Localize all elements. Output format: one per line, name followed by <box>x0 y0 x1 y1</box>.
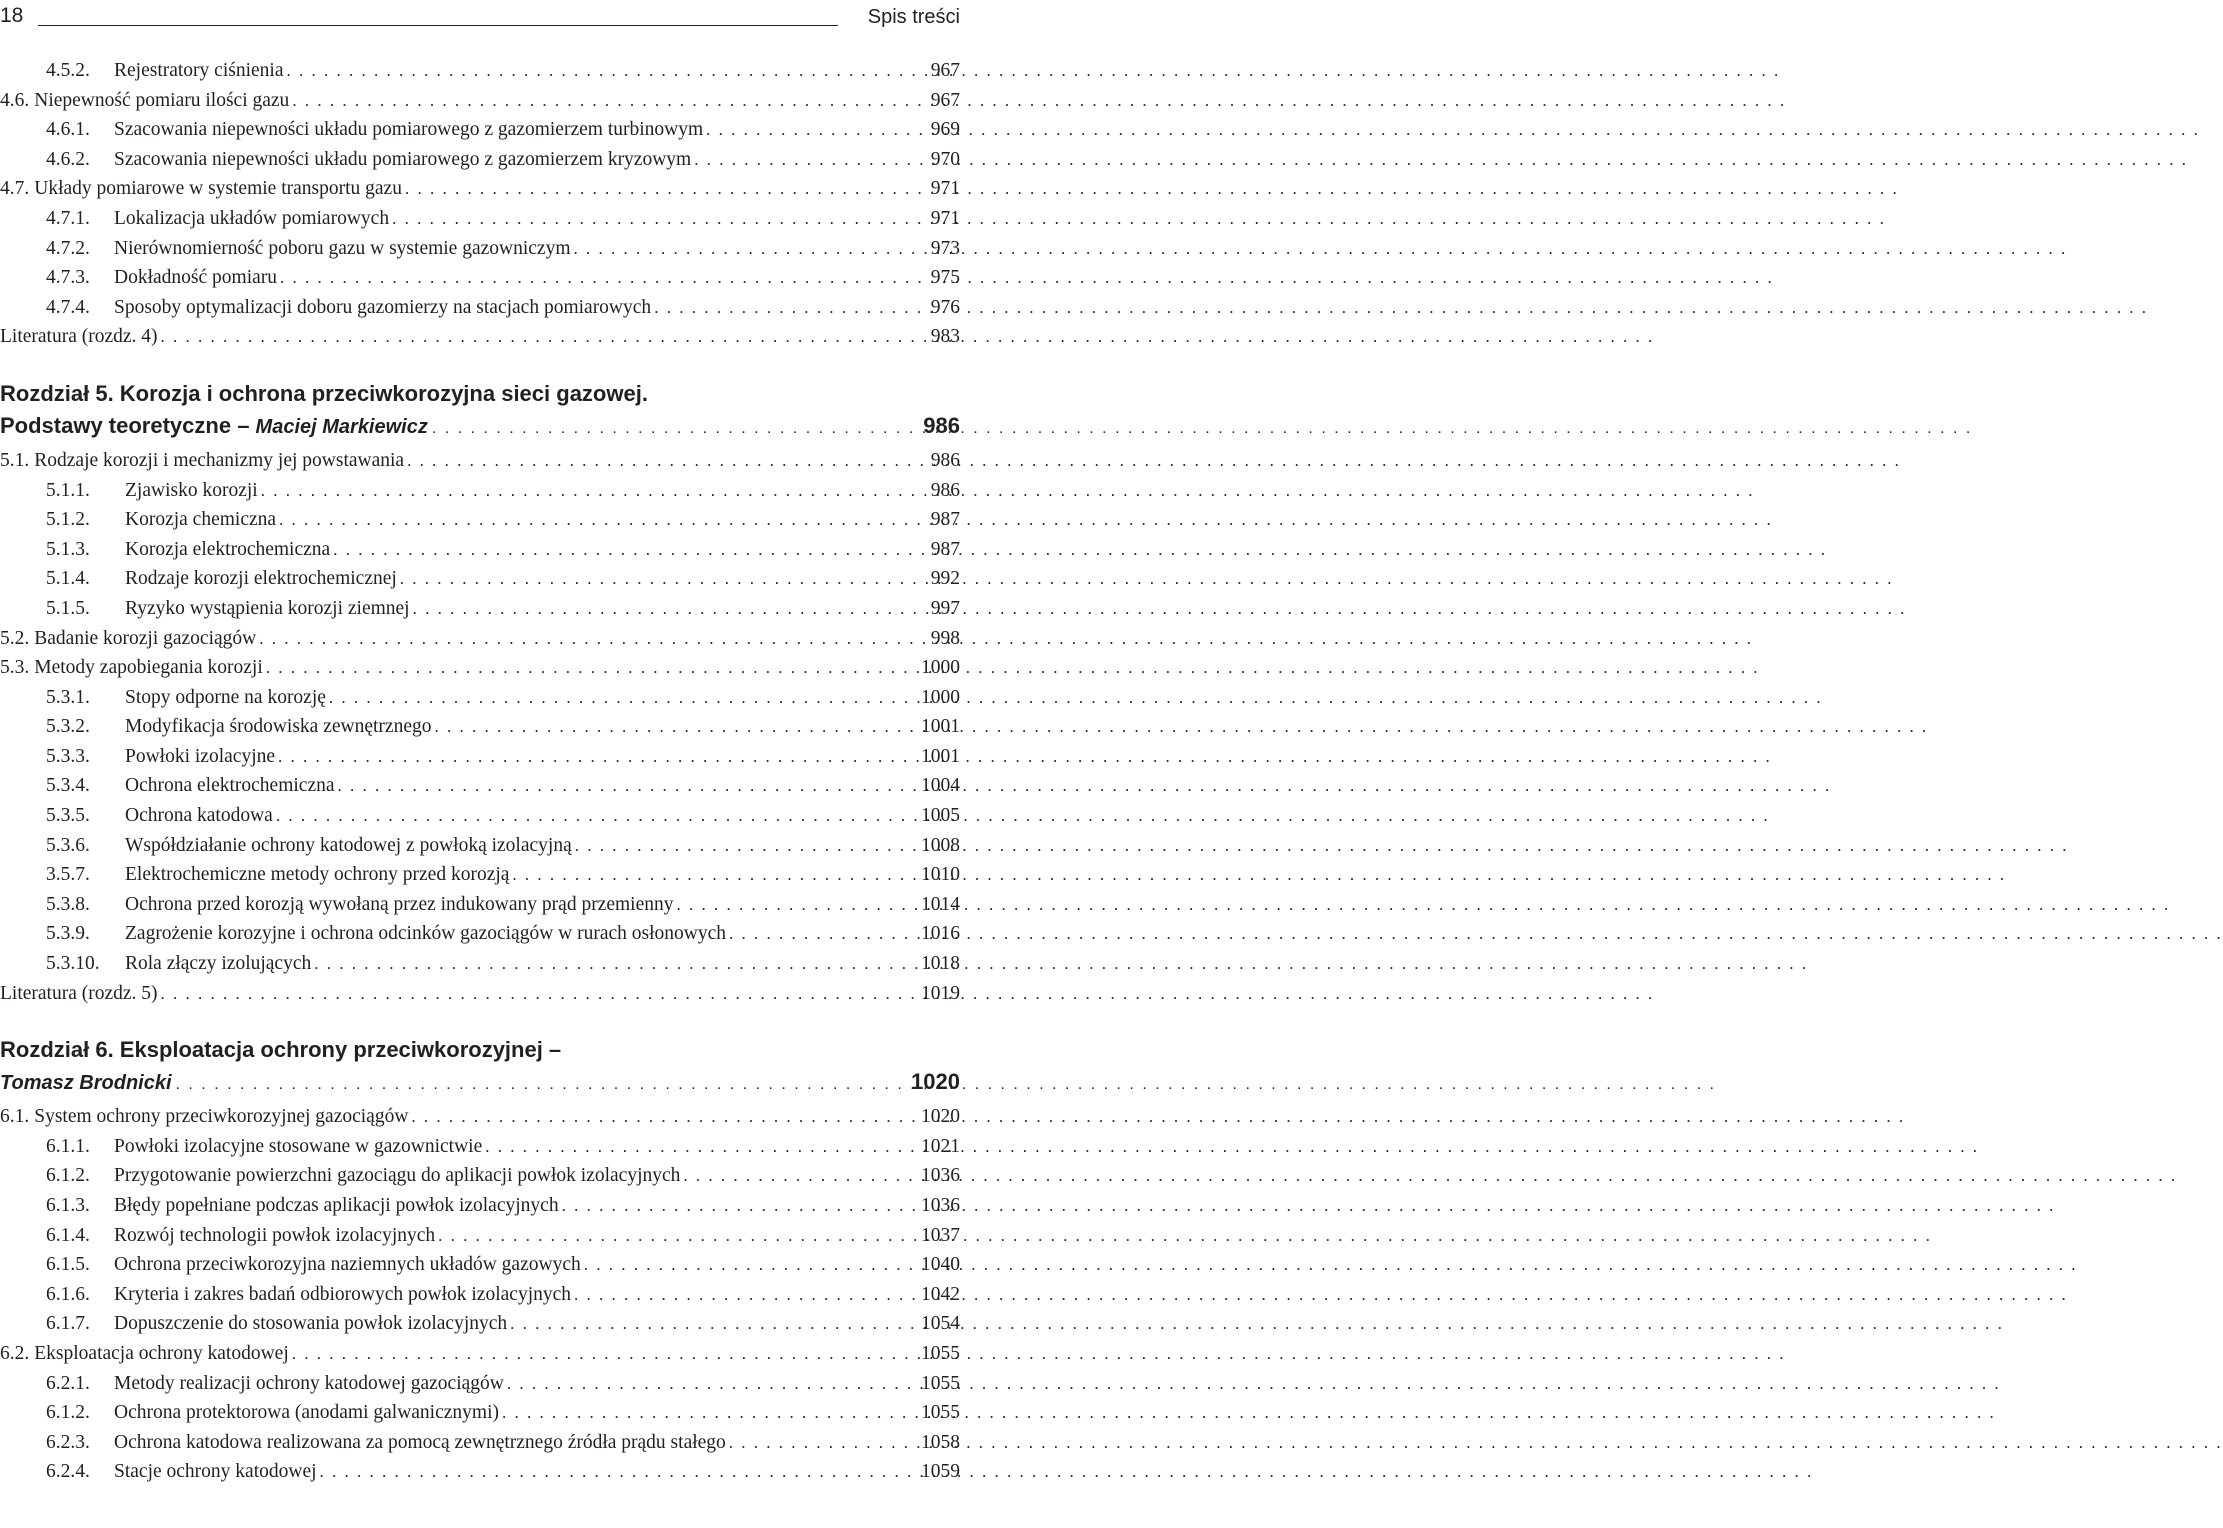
toc-entry-number: 6.1.1. <box>46 1135 90 1157</box>
toc-entry-number: 5.3.6. <box>46 834 90 856</box>
toc-entry-title: Dokładność pomiaru <box>114 267 278 289</box>
toc-entry-title: Szacowania niepewności układu pomiarowego z gazomierzem turbinowym <box>114 119 704 141</box>
toc-entry-title: Szacowania niepewności układu pomiarowego z gazomierzem kryzowym <box>114 148 692 170</box>
toc-entry-title: Kryteria i zakres badań odbiorowych powłok izolacyjnych <box>114 1283 572 1305</box>
toc-entry-number: 6.1.4. <box>46 1224 90 1246</box>
toc-entry-number: 6.2.3. <box>46 1431 90 1453</box>
toc-entry-page: 1055 <box>921 1372 960 1394</box>
toc-entry-number: 6.1.5. <box>46 1254 90 1276</box>
toc-entry-title: Badanie korozji gazociągów <box>34 627 257 649</box>
toc-entry-page: 997 <box>930 597 960 619</box>
toc-entry-page: 987 <box>930 538 960 560</box>
toc-entry[interactable] <box>0 1136 960 1166</box>
toc-entry-title: Metody zapobiegania korozji <box>34 657 263 679</box>
chapter-5-title: Rozdział 5. Korozja i ochrona przeciwkorozyjna sieci gazowej. <box>0 380 648 406</box>
toc-entry-number: 4.7.3. <box>46 267 90 289</box>
toc-entry[interactable] <box>0 1313 960 1343</box>
toc-entry-number: 5.3.2. <box>46 716 90 738</box>
toc-entry-number: 6.2.4. <box>46 1461 90 1483</box>
leader-dots <box>330 540 914 560</box>
toc-entry-page: 1008 <box>921 834 960 856</box>
toc-entry-title: Nierównomierność poboru gazu w systemie gazowniczym <box>114 237 571 259</box>
chapter-6-page: 1020 <box>911 1069 960 1095</box>
toc-entry-title: Metody realizacji ochrony katodowej gazociągów <box>114 1372 504 1394</box>
toc-entry-title: Rodzaje korozji i mechanizmy jej powstawania <box>34 449 405 471</box>
toc-entry-number: 4.6.2. <box>46 148 90 170</box>
toc-entry-title: Rozwój technologii powłok izolacyjnych <box>114 1224 436 1246</box>
leader-dots <box>258 481 914 501</box>
toc-entry-page: 967 <box>930 60 960 81</box>
toc-entry-title: Korozja elektrochemiczna <box>125 538 331 560</box>
toc-entry[interactable] <box>0 1254 960 1284</box>
toc-entry-number: 4.6.1. <box>46 119 90 141</box>
toc-entry-page: 1036 <box>921 1165 960 1187</box>
leader-dots <box>507 1314 914 1334</box>
toc-entry[interactable] <box>0 953 960 983</box>
toc-block-chapter-4 <box>0 60 960 356</box>
leader-dots <box>571 239 915 259</box>
page-number: 18 <box>0 4 24 27</box>
toc-entry[interactable] <box>0 1402 960 1432</box>
toc-entry-number: 4.7.4. <box>46 296 90 318</box>
toc-entry[interactable] <box>0 480 960 510</box>
chapter-6-title: Rozdział 6. Eksploatacja ochrony przeciwkorozyjnej – <box>0 1037 562 1063</box>
leader-dots <box>435 1226 914 1246</box>
toc-entry-page: 1054 <box>921 1313 960 1335</box>
toc-entry-title: Zjawisko korozji <box>125 479 258 501</box>
toc-entry-page: 975 <box>930 267 960 289</box>
toc-entry[interactable] <box>0 864 960 894</box>
leader-dots <box>428 412 923 445</box>
toc-entry[interactable] <box>0 687 960 717</box>
toc-entry[interactable] <box>0 450 960 480</box>
toc-entry-number: 5.3.8. <box>46 893 90 915</box>
toc-entry[interactable] <box>0 716 960 746</box>
toc-entry-page: 1040 <box>921 1254 960 1276</box>
leader-dots <box>263 658 914 678</box>
toc-entry-page: 969 <box>930 119 960 141</box>
toc-entry-page: 1058 <box>921 1431 960 1453</box>
toc-entry-page: 992 <box>930 568 960 590</box>
toc-entry-title: Ochrona przeciwkorozyjna naziemnych układów gazowych <box>114 1254 581 1276</box>
toc-entry-page: 1000 <box>921 686 960 708</box>
toc-entry[interactable] <box>0 60 960 90</box>
toc-entry[interactable] <box>0 805 960 835</box>
leader-dots <box>335 776 914 796</box>
leader-dots <box>276 510 914 530</box>
leader-dots <box>158 984 914 1004</box>
toc-entry-title: Ochrona protektorowa (anodami galwanicznymi) <box>114 1402 499 1424</box>
toc-entry[interactable] <box>0 1165 960 1195</box>
toc-entry-page: 998 <box>930 627 960 649</box>
toc-entry-page: 1019 <box>921 982 960 1004</box>
toc-entry-title: Sposoby optymalizacji doboru gazomierzy na stacjach pomiarowych <box>114 296 652 318</box>
running-header <box>0 0 960 34</box>
toc-entry[interactable] <box>0 208 960 238</box>
leader-dots <box>581 1255 914 1275</box>
toc-entry-title: Rejestratory ciśnienia <box>114 60 284 81</box>
toc-entry[interactable] <box>0 775 960 805</box>
toc-entry-title: Rodzaje korozji elektrochemicznej <box>125 568 397 590</box>
toc-entry-number: 4.7.1. <box>46 207 90 229</box>
toc-entry[interactable] <box>0 568 960 598</box>
toc-entry[interactable] <box>0 178 960 208</box>
toc-entry-title: Błędy popełniane podczas aplikacji powłok izolacyjnych <box>114 1195 559 1216</box>
leader-dots <box>402 179 914 199</box>
toc-entry[interactable] <box>0 598 960 628</box>
toc-entry-title: Przygotowanie powierzchni gazociągu do aplikacji powłok izolacyjnych <box>114 1165 681 1187</box>
toc-entry-title: Ochrona przed korozją wywołaną przez indukowany prąd przemienny <box>125 893 674 915</box>
toc-entry-title: Ryzyko wystąpienia korozji ziemnej <box>125 597 410 619</box>
toc-entry-page: 1016 <box>921 923 960 945</box>
toc-entry-title: Korozja chemiczna <box>125 509 277 531</box>
leader-dots <box>726 1433 914 1453</box>
leader-dots <box>317 1462 914 1482</box>
toc-entry-number: 5.3. <box>0 657 30 679</box>
leader-dots <box>277 268 914 288</box>
toc-entry[interactable] <box>0 1106 960 1136</box>
leader-dots <box>651 298 914 318</box>
leader-dots <box>410 599 914 619</box>
toc-entry-page: 1014 <box>921 893 960 915</box>
toc-entry-number: 6.1. <box>0 1106 30 1128</box>
toc-entry-number: 4.7.2. <box>46 237 90 259</box>
toc-entry-page: 1055 <box>921 1402 960 1424</box>
toc-entry[interactable] <box>0 90 960 120</box>
chapter-5-subtitle-text: Podstawy teoretyczne – <box>0 412 256 438</box>
toc-entry-page: 1055 <box>921 1342 960 1364</box>
toc-entry-number: 5.3.1. <box>46 686 90 708</box>
leader-dots <box>397 569 914 589</box>
toc-entry-number: 4.5.2. <box>46 60 90 81</box>
toc-entry[interactable] <box>0 119 960 149</box>
leader-dots <box>680 1166 914 1186</box>
toc-entry-title: Elektrochemiczne metody ochrony przed korozją <box>125 864 510 886</box>
chapter-5-author: Maciej Markiewicz <box>255 415 428 438</box>
chapter-5-page: 986 <box>923 412 960 438</box>
toc-entry-page: 973 <box>930 237 960 259</box>
leader-dots <box>691 150 914 170</box>
toc-entry-page: 970 <box>930 148 960 170</box>
toc-entry-page: 1037 <box>921 1224 960 1246</box>
toc-entry-page: 987 <box>930 509 960 531</box>
toc-entry-page: 1005 <box>921 805 960 827</box>
toc-entry-page: 1004 <box>921 775 960 797</box>
toc-entry-title: Rola złączy izolujących <box>125 953 312 975</box>
toc-entry-number: 3.5.7. <box>46 864 90 886</box>
leader-dots <box>509 865 914 885</box>
leader-dots <box>404 451 914 471</box>
leader-dots <box>172 1068 912 1101</box>
toc-entry[interactable] <box>0 835 960 865</box>
toc-entry-page: 986 <box>930 449 960 471</box>
toc-entry-page: 967 <box>930 89 960 111</box>
toc-entry-number: 6.1.2. <box>46 1165 90 1187</box>
toc-entry[interactable] <box>0 894 960 924</box>
toc-entry-page: 983 <box>930 326 960 348</box>
toc-entry-title: Współdziałanie ochrony katodowej z powłoką izolacyjną <box>125 834 572 856</box>
toc-entry-page: 986 <box>930 479 960 501</box>
toc-entry-number: 6.1.7. <box>46 1313 90 1335</box>
toc-block-chapter-6 <box>0 1106 960 1491</box>
toc-entry-number: 6.2. <box>0 1342 30 1364</box>
toc-entry-title: Lokalizacja układów pomiarowych <box>114 207 390 229</box>
toc-entry-title: Literatura (rozdz. 4) <box>0 326 158 348</box>
chapter-5-subtitle <box>0 409 960 442</box>
toc-entry[interactable] <box>0 149 960 179</box>
toc-entry[interactable] <box>0 1284 960 1314</box>
leader-dots <box>289 1344 914 1364</box>
leader-dots <box>674 895 915 915</box>
chapter-6-subtitle <box>0 1065 960 1098</box>
leader-dots <box>504 1374 914 1394</box>
chapter-6-heading[interactable] <box>0 1034 960 1098</box>
toc-entry-page: 976 <box>930 296 960 318</box>
toc-entry-number: 5.3.9. <box>46 923 90 945</box>
leader-dots <box>158 327 914 347</box>
toc-entry-number: 5.1.5. <box>46 597 90 619</box>
toc-entry-title: Stopy odporne na korozję <box>125 686 326 708</box>
leader-dots <box>256 629 914 649</box>
toc-entry-title: Powłoki izolacyjne <box>125 745 276 767</box>
toc-entry[interactable] <box>0 297 960 327</box>
toc-block-chapter-5 <box>0 450 960 1012</box>
leader-dots <box>283 61 914 81</box>
toc-entry-title: System ochrony przeciwkorozyjnej gazociągów <box>34 1106 409 1128</box>
toc-entry-number: 6.1.3. <box>46 1195 90 1216</box>
leader-dots <box>389 209 914 229</box>
leader-dots <box>572 836 914 856</box>
toc-entry-title: Stacje ochrony katodowej <box>114 1461 317 1483</box>
toc-entry-page: 1036 <box>921 1195 960 1216</box>
toc-entry-page: 971 <box>930 207 960 229</box>
leader-dots <box>311 954 914 974</box>
toc-entry-number: 6.2.1. <box>46 1372 90 1394</box>
toc-entry[interactable] <box>0 923 960 953</box>
toc-entry-number: 5.3.4. <box>46 775 90 797</box>
toc-entry[interactable] <box>0 657 960 687</box>
toc-entry[interactable] <box>0 326 960 356</box>
chapter-5-heading[interactable] <box>0 378 960 442</box>
chapter-6-author: Tomasz Brodnicki <box>0 1072 172 1095</box>
toc-entry-number: 5.1.2. <box>46 509 90 531</box>
section-title: Spis treści <box>867 6 960 28</box>
toc-entry[interactable] <box>0 509 960 539</box>
toc-entry-title: Zagrożenie korozyjne i ochrona odcinków gazociągów w rurach osłonowych <box>125 923 727 945</box>
toc-entry-number: 5.3.10. <box>46 953 100 975</box>
toc-entry-number: 5.3.5. <box>46 805 90 827</box>
toc-entry[interactable] <box>0 539 960 569</box>
toc-entry-title: Ochrona katodowa <box>125 805 273 827</box>
toc-entry-number: 4.7. <box>0 178 30 200</box>
leader-dots <box>431 717 914 737</box>
toc-entry-number: 6.1.6. <box>46 1283 90 1305</box>
toc-entry-page: 1020 <box>921 1106 960 1128</box>
toc-entry-page: 1000 <box>921 657 960 679</box>
toc-entry[interactable] <box>0 1461 960 1491</box>
table-of-contents <box>0 60 960 1491</box>
toc-entry-title: Literatura (rozdz. 5) <box>0 982 158 1004</box>
toc-entry-page: 971 <box>930 178 960 200</box>
toc-entry-title: Ochrona katodowa realizowana za pomocą zewnętrznego źródła prądu stałego <box>114 1431 726 1453</box>
toc-entry[interactable] <box>0 983 960 1013</box>
toc-entry-number: 4.6. <box>0 89 30 111</box>
toc-entry[interactable] <box>0 1432 960 1462</box>
leader-dots <box>559 1196 914 1216</box>
toc-entry-page: 1001 <box>921 716 960 738</box>
toc-entry-title: Układy pomiarowe w systemie transportu gazu <box>34 178 402 200</box>
toc-entry-page: 1059 <box>921 1461 960 1483</box>
leader-dots <box>326 688 914 708</box>
leader-dots <box>571 1285 914 1305</box>
toc-entry-title: Dopuszczenie do stosowania powłok izolacyjnych <box>114 1313 508 1335</box>
toc-entry[interactable] <box>0 1225 960 1255</box>
toc-entry[interactable] <box>0 238 960 268</box>
toc-entry-number: 5.2. <box>0 627 30 649</box>
toc-entry-number: 5.1.4. <box>46 568 90 590</box>
toc-entry-page: 1021 <box>921 1135 960 1157</box>
toc-entry-title: Niepewność pomiaru ilości gazu <box>34 89 290 111</box>
leader-dots <box>482 1137 914 1157</box>
toc-entry[interactable] <box>0 1195 960 1225</box>
toc-entry-number: 5.3.3. <box>46 745 90 767</box>
toc-entry[interactable] <box>0 267 960 297</box>
document-page <box>0 0 960 1528</box>
toc-entry[interactable] <box>0 1373 960 1403</box>
toc-entry-page: 1001 <box>921 745 960 767</box>
toc-entry-number: 5.1.3. <box>46 538 90 560</box>
toc-entry-title: Modyfikacja środowiska zewnętrznego <box>125 716 432 738</box>
leader-dots <box>703 120 914 140</box>
toc-entry-number: 5.1. <box>0 449 30 471</box>
leader-dots <box>289 91 914 111</box>
toc-entry-title: Eksploatacja ochrony katodowej <box>34 1342 289 1364</box>
toc-entry-number: 6.1.2. <box>46 1402 90 1424</box>
toc-entry-title: Ochrona elektrochemiczna <box>125 775 335 797</box>
leader-dots <box>499 1403 914 1423</box>
leader-dots <box>726 924 914 944</box>
toc-entry-page: 1042 <box>921 1283 960 1305</box>
leader-dots <box>408 1107 914 1127</box>
toc-entry[interactable] <box>0 746 960 776</box>
toc-entry-page: 1010 <box>921 864 960 886</box>
leader-dots <box>275 747 914 767</box>
header-rule <box>38 25 838 26</box>
toc-entry-title: Powłoki izolacyjne stosowane w gazownictwie <box>114 1135 483 1157</box>
toc-entry-page: 1018 <box>921 953 960 975</box>
toc-entry-number: 5.1.1. <box>46 479 90 501</box>
leader-dots <box>273 806 914 826</box>
toc-entry[interactable] <box>0 628 960 658</box>
toc-entry[interactable] <box>0 1343 960 1373</box>
